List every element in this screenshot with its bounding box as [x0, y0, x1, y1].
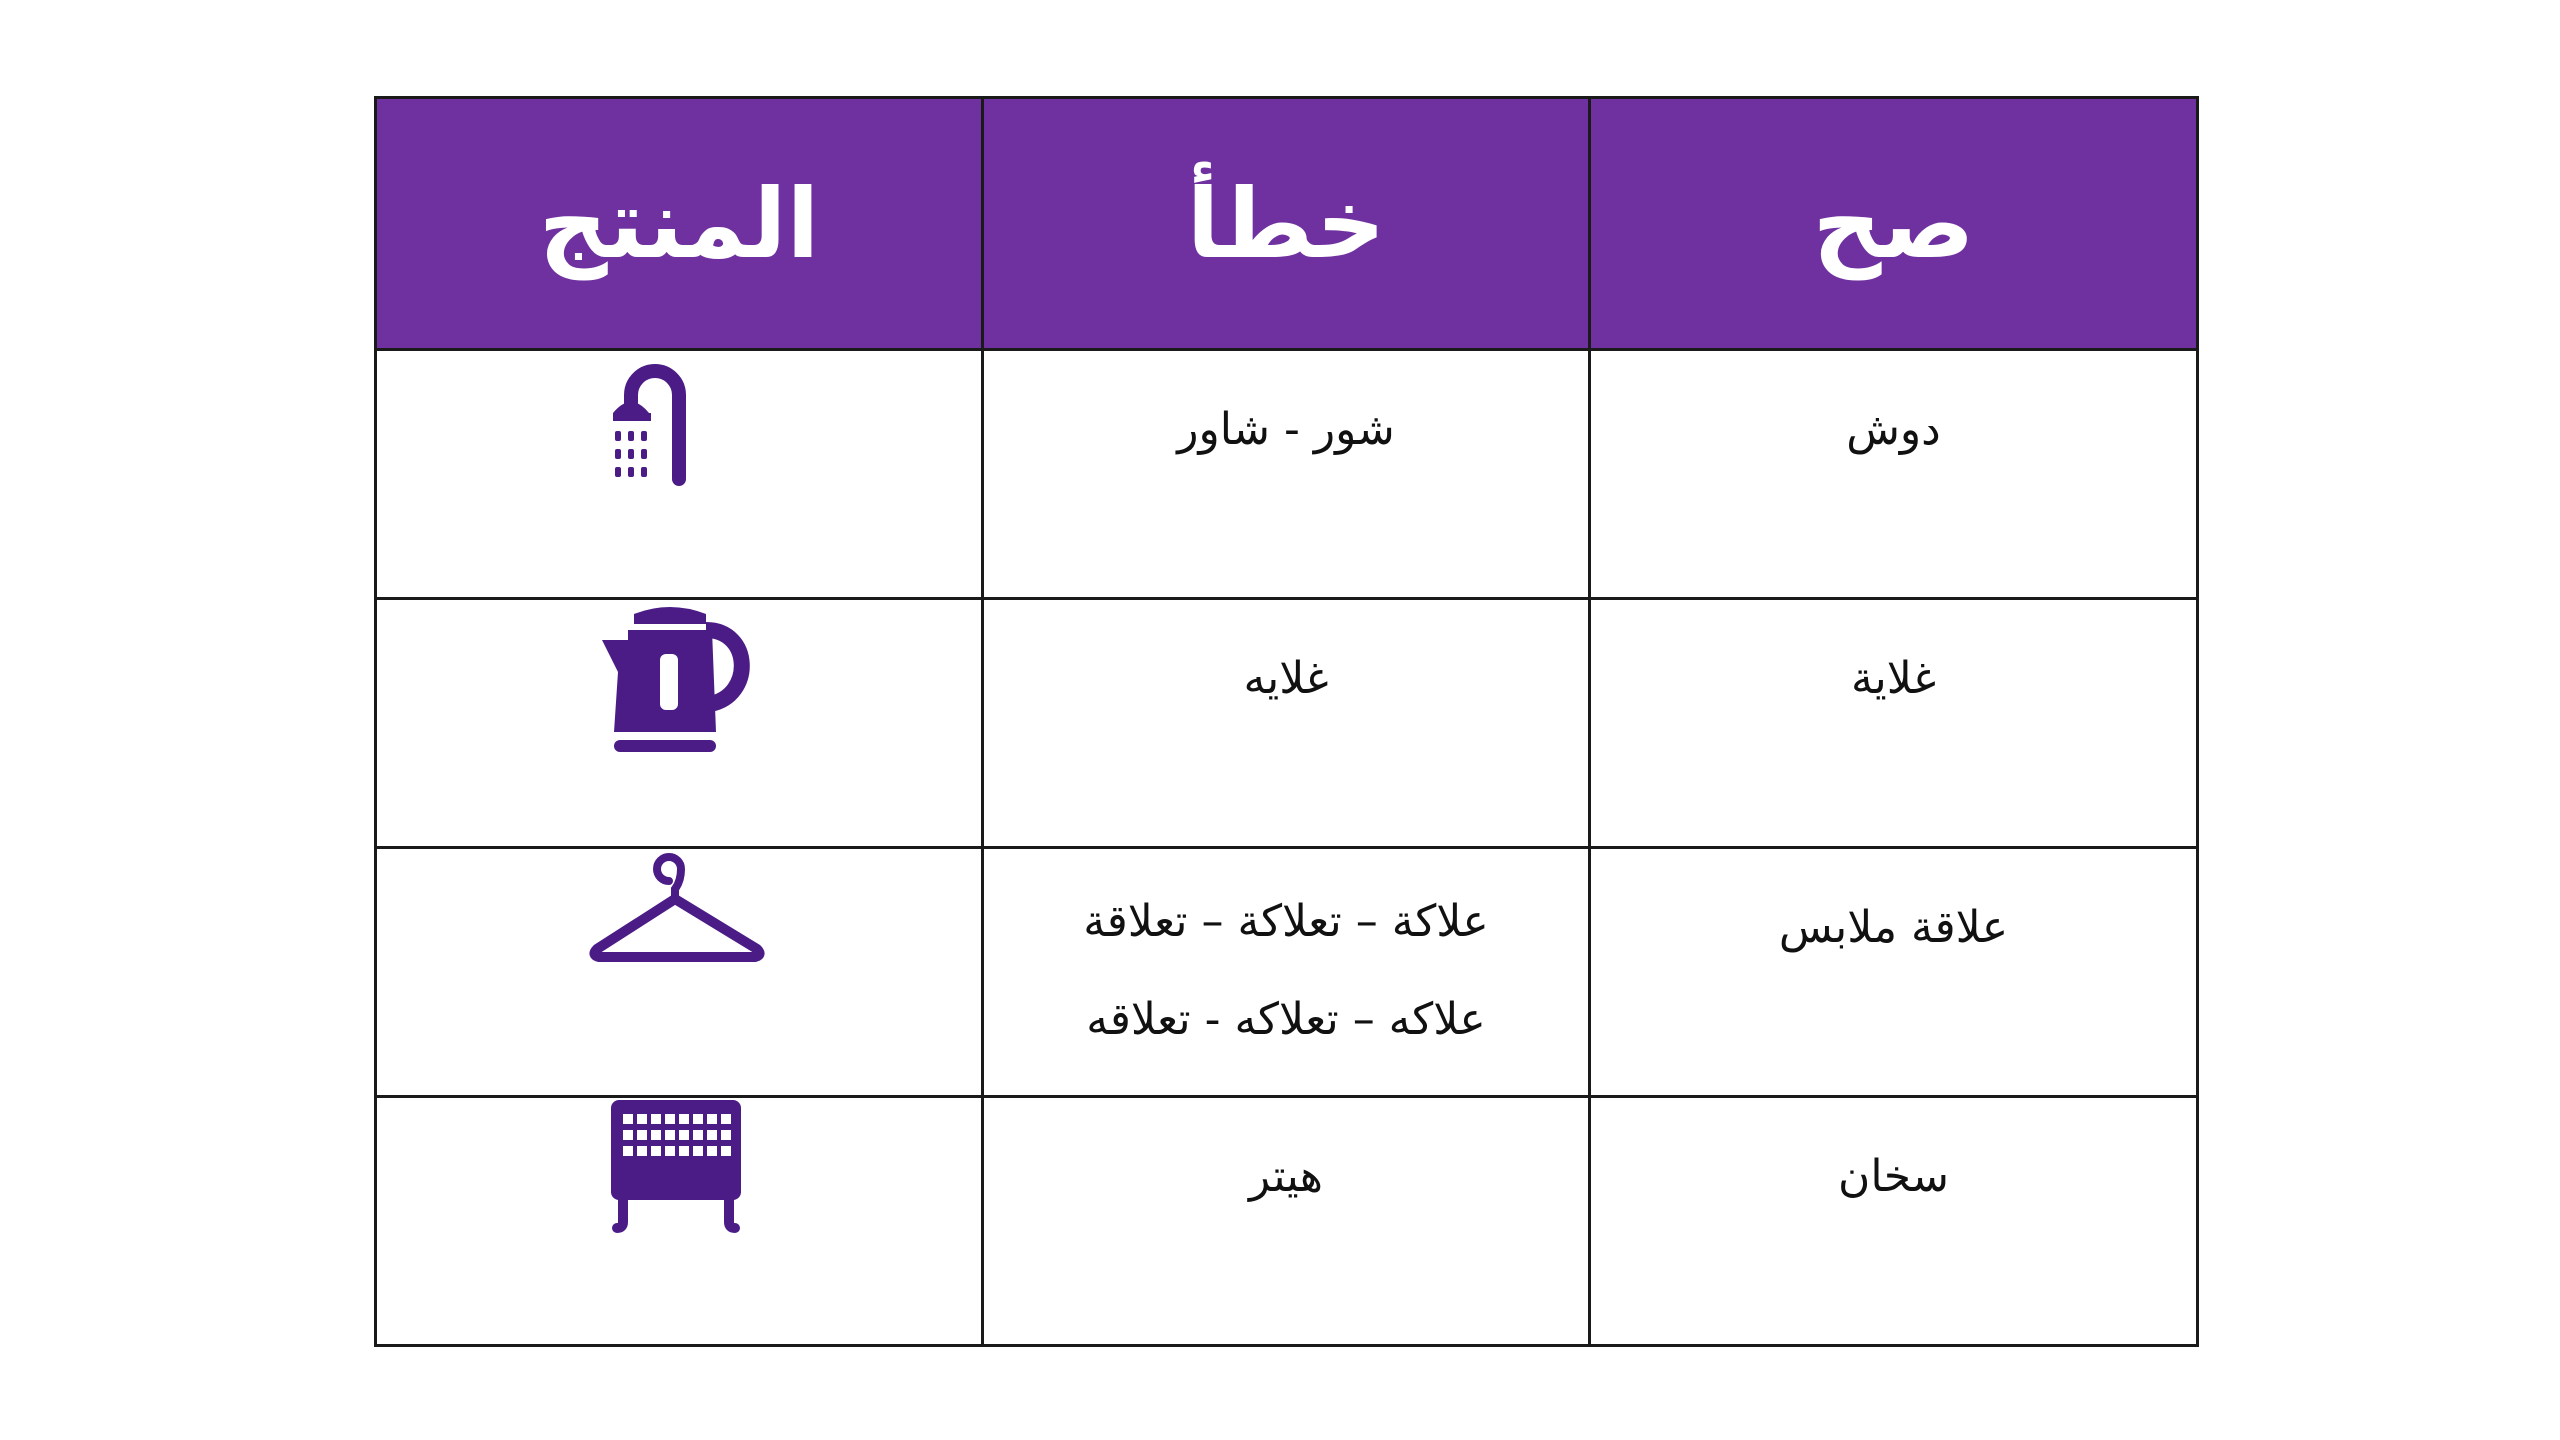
correct-cell	[1590, 599, 2198, 848]
header-product: المنتج	[376, 98, 983, 350]
wrong-cell	[983, 350, 1590, 599]
header-correct: صح	[1590, 98, 2198, 350]
product-cell	[376, 599, 983, 848]
correct-word: دوش	[1846, 404, 1941, 455]
table-row	[376, 599, 2198, 848]
correct-cell	[1590, 350, 2198, 599]
product-cell	[376, 1097, 983, 1346]
wrong-cell	[983, 1097, 1590, 1346]
wrong-word: شور - شاور	[1177, 404, 1395, 455]
table-row	[376, 848, 2198, 1097]
header-wrong: خطأ	[983, 98, 1590, 350]
correct-word: علاقة ملابس	[1778, 902, 2009, 953]
correct-cell	[1590, 848, 2198, 1097]
correct-word: غلاية	[1850, 653, 1937, 704]
correct-word: سخان	[1838, 1151, 1949, 1202]
correct-cell	[1590, 1097, 2198, 1346]
hanger-icon	[589, 849, 769, 969]
product-cell	[376, 350, 983, 599]
table-row	[376, 350, 2198, 599]
product-words-table	[374, 96, 2199, 1347]
table-row	[376, 1097, 2198, 1346]
wrong-word: غلايه	[1243, 653, 1329, 704]
wrong-word: علاكة – تعلاكة – تعلاقة	[1083, 896, 1489, 947]
kettle-icon	[594, 600, 764, 760]
wrong-word: علاكه – تعلاكه - تعلاقه	[1086, 994, 1486, 1045]
product-cell	[376, 848, 983, 1097]
wrong-word: هيتر	[1248, 1151, 1324, 1202]
wrong-cell	[983, 848, 1590, 1097]
heater-icon	[609, 1098, 749, 1238]
wrong-cell	[983, 599, 1590, 848]
table-header-row	[376, 98, 2198, 350]
shower-icon	[609, 351, 749, 491]
